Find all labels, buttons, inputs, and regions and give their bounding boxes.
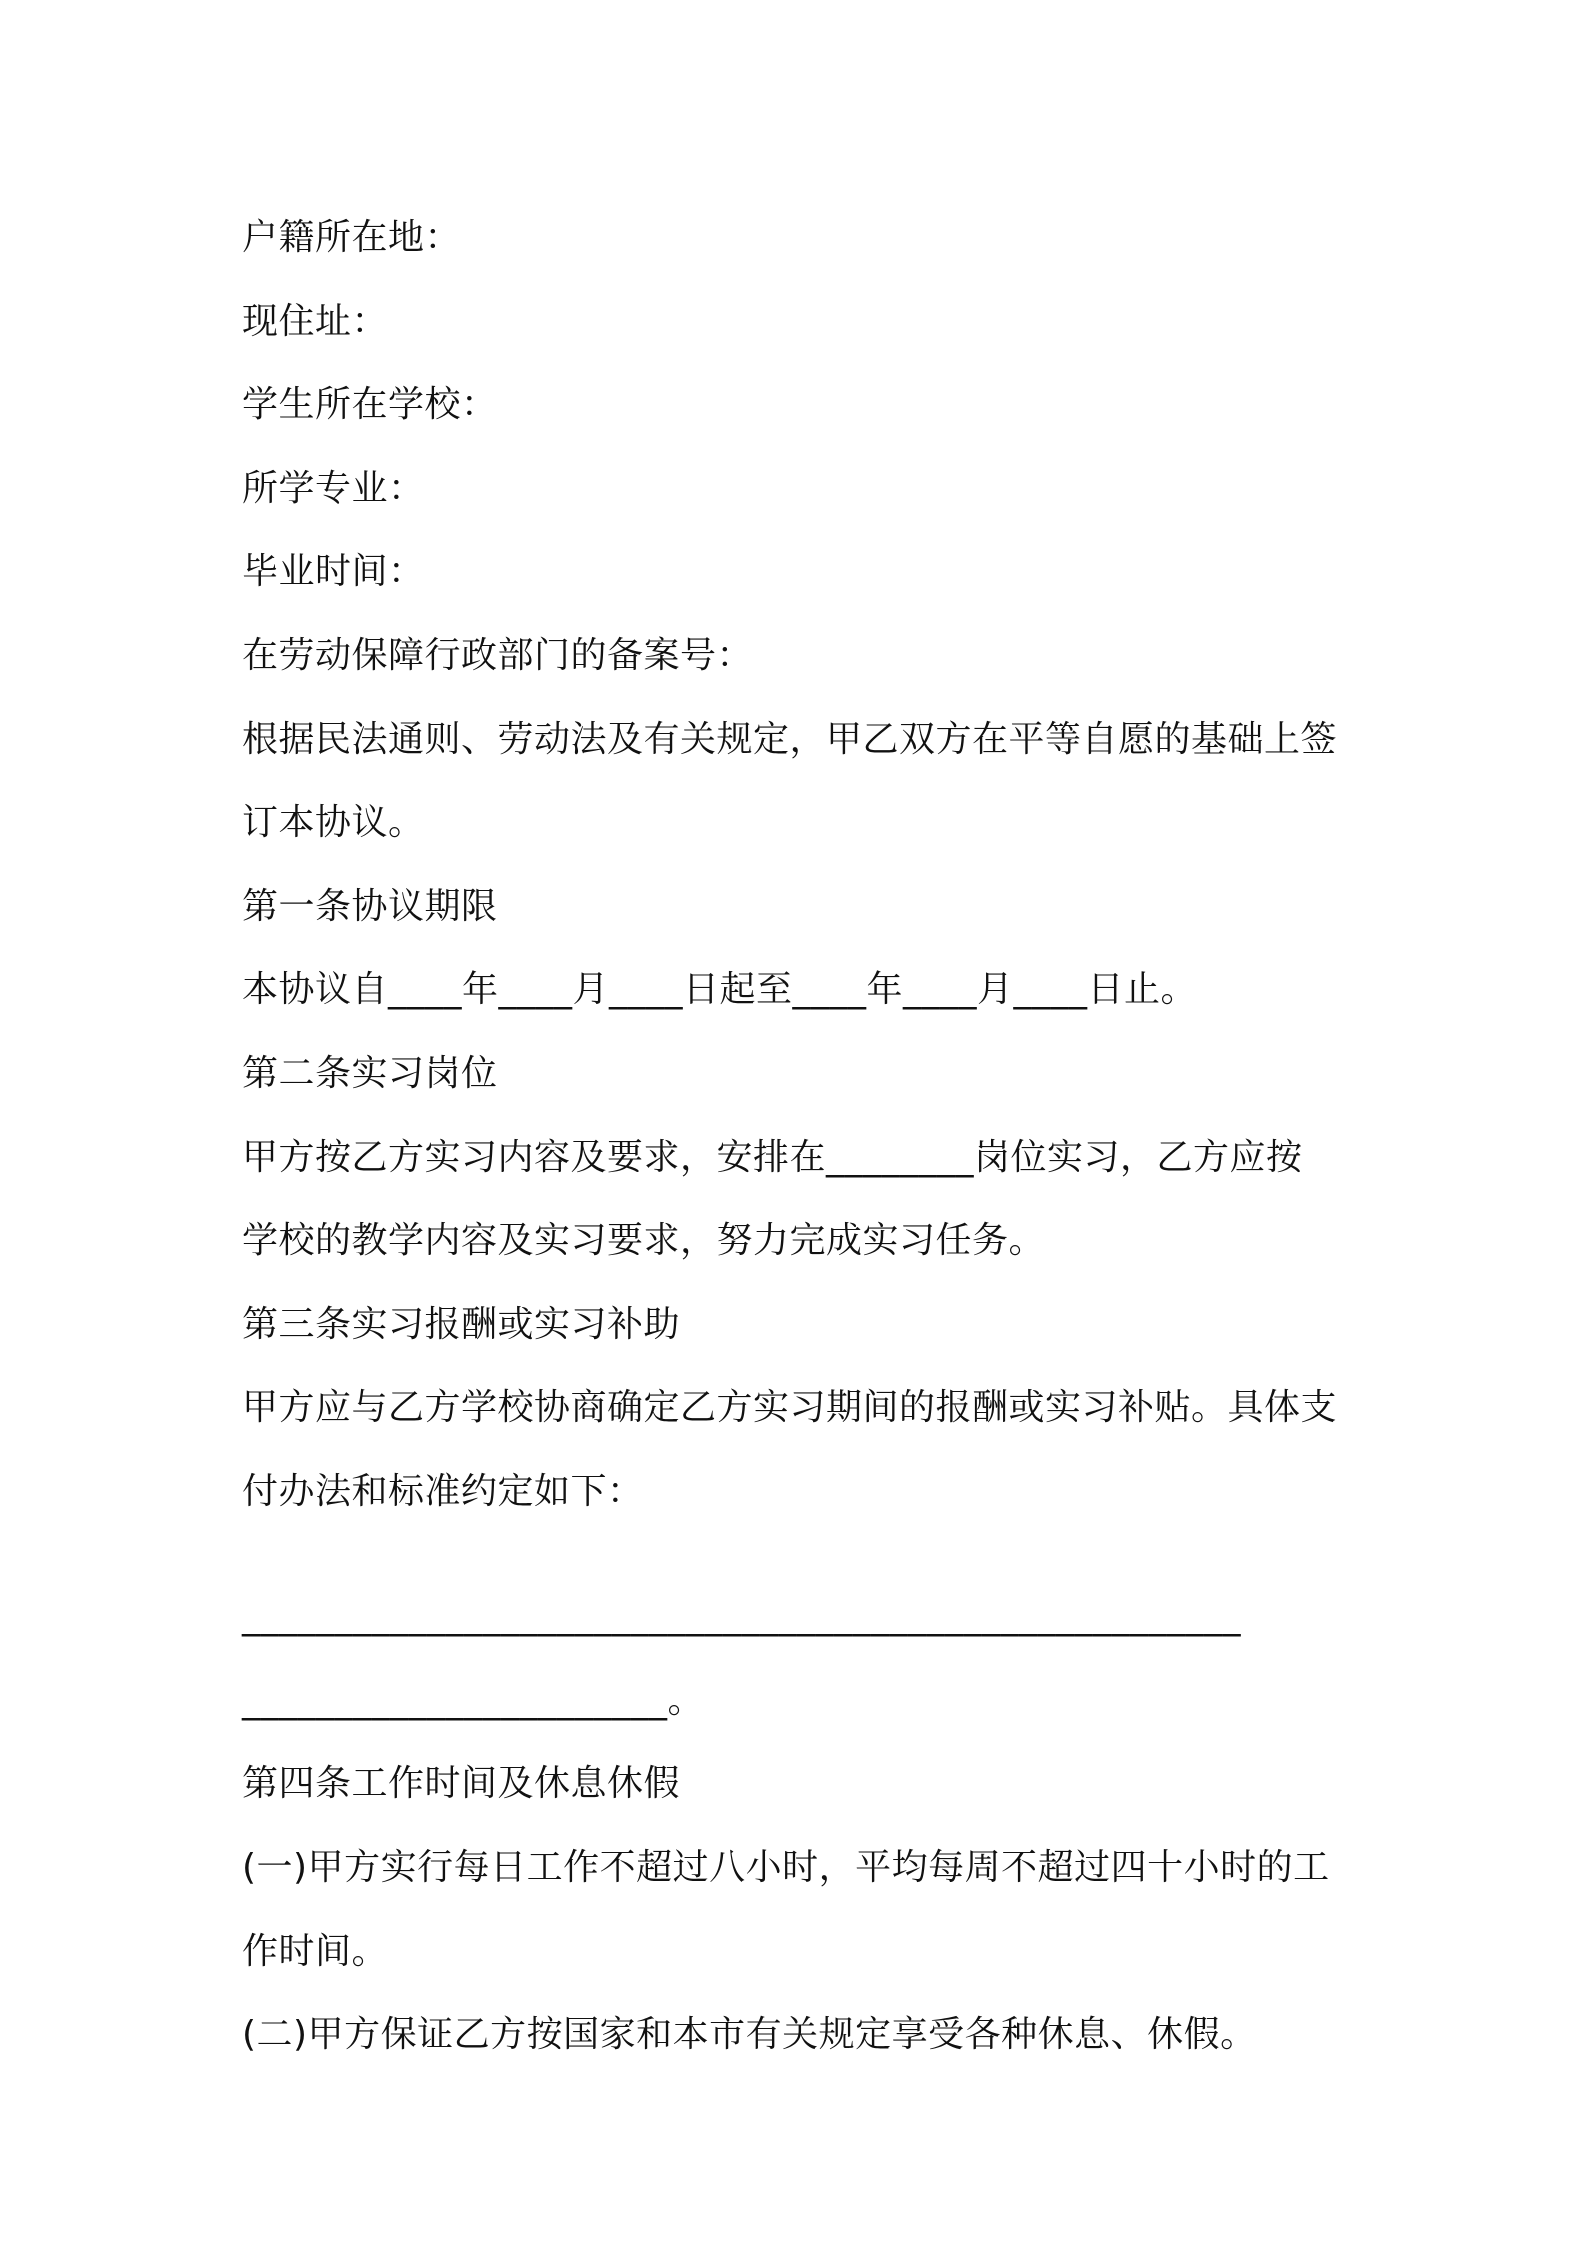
article-4-heading: 第四条工作时间及休息休假 xyxy=(242,1763,681,1805)
field-school: 学生所在学校： xyxy=(242,384,498,426)
preamble-line-2: 订本协议。 xyxy=(242,802,425,844)
article-2-text-line-2: 学校的教学内容及实习要求，努力完成实习任务。 xyxy=(242,1220,1046,1262)
spacer-line xyxy=(242,1534,1362,1576)
article-1-heading: 第一条协议期限 xyxy=(242,885,498,927)
field-major: 所学专业： xyxy=(242,467,425,509)
article-2-heading: 第二条实习岗位 xyxy=(242,1052,498,1094)
field-current-address: 现住址： xyxy=(242,300,389,342)
field-household-registration: 户籍所在地： xyxy=(242,217,462,258)
field-graduation-time: 毕业时间： xyxy=(242,551,425,593)
article-3-fill-line-2: _______________________。 xyxy=(242,1679,704,1721)
article-4-item-2: (二)甲方保证乙方按国家和本市有关规定享受各种休息、休假。 xyxy=(242,2014,1257,2056)
document-body xyxy=(242,196,1362,2077)
article-3-fill-line-1: ______________________________________________________ xyxy=(242,1596,1241,1638)
article-1-text: 本协议自____年____月____日起至____年____月____日止。 xyxy=(242,969,1198,1011)
article-3-text-line-2: 付办法和标准约定如下： xyxy=(242,1470,644,1512)
field-record-number: 在劳动保障行政部门的备案号： xyxy=(242,634,754,676)
article-3-text-line-1: 甲方应与乙方学校协商确定乙方实习期间的报酬或实习补贴。具体支 xyxy=(242,1387,1338,1429)
article-4-item-1-line-1: (一)甲方实行每日工作不超过八小时，平均每周不超过四十小时的工 xyxy=(242,1847,1330,1889)
article-4-item-1-line-2: 作时间。 xyxy=(242,1930,389,1972)
preamble-line-1: 根据民法通则、劳动法及有关规定，甲乙双方在平等自愿的基础上签 xyxy=(242,718,1338,760)
article-3-heading: 第三条实习报酬或实习补助 xyxy=(242,1303,681,1345)
article-2-text-line-1: 甲方按乙方实习内容及要求，安排在________岗位实习，乙方应按 xyxy=(242,1136,1303,1178)
